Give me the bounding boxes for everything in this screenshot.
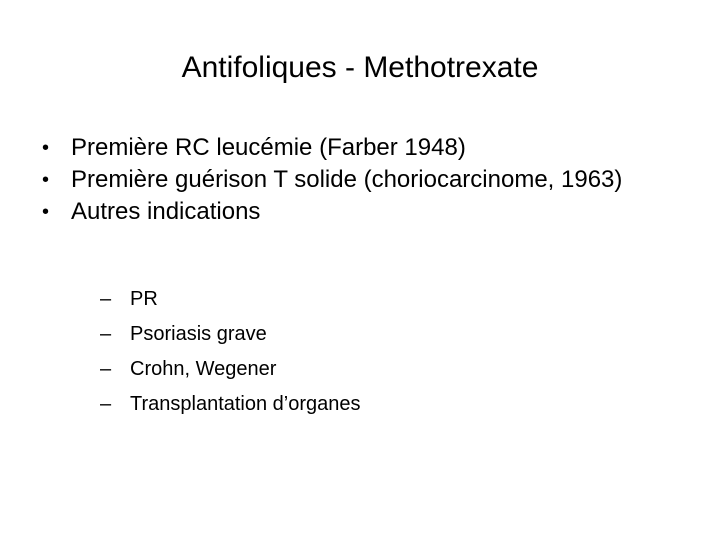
bullet-marker: • (42, 137, 50, 159)
sub-bullet-text: Crohn, Wegener (130, 358, 277, 380)
bullet-text: Autres indications (71, 198, 261, 225)
sub-bullet-text: PR (130, 288, 158, 310)
sub-bullet-marker: – (100, 393, 112, 415)
bullet-marker: • (42, 169, 50, 191)
bullet-item (42, 132, 682, 164)
sub-bullet-text: Transplantation d’organes (130, 393, 361, 415)
sub-bullet-item (100, 356, 660, 382)
sub-bullet-marker: – (100, 323, 112, 345)
bullet-text: Première guérison T solide (choriocarcinome, 1963) (71, 166, 623, 193)
sub-bullet-marker: – (100, 288, 112, 310)
sub-bullet-text: Psoriasis grave (130, 323, 267, 345)
sub-bullet-item (100, 391, 660, 417)
bullet-item (42, 164, 682, 196)
slide-title: Antifoliques - Methotrexate (181, 51, 539, 84)
bullet-list (42, 132, 682, 228)
sub-bullet-marker: – (100, 358, 112, 380)
bullet-marker: • (42, 201, 50, 223)
bullet-text: Première RC leucémie (Farber 1948) (71, 134, 466, 161)
sub-bullet-item (100, 286, 660, 312)
sub-bullet-item (100, 321, 660, 347)
sub-bullet-list (100, 286, 660, 426)
bullet-item (42, 196, 682, 228)
